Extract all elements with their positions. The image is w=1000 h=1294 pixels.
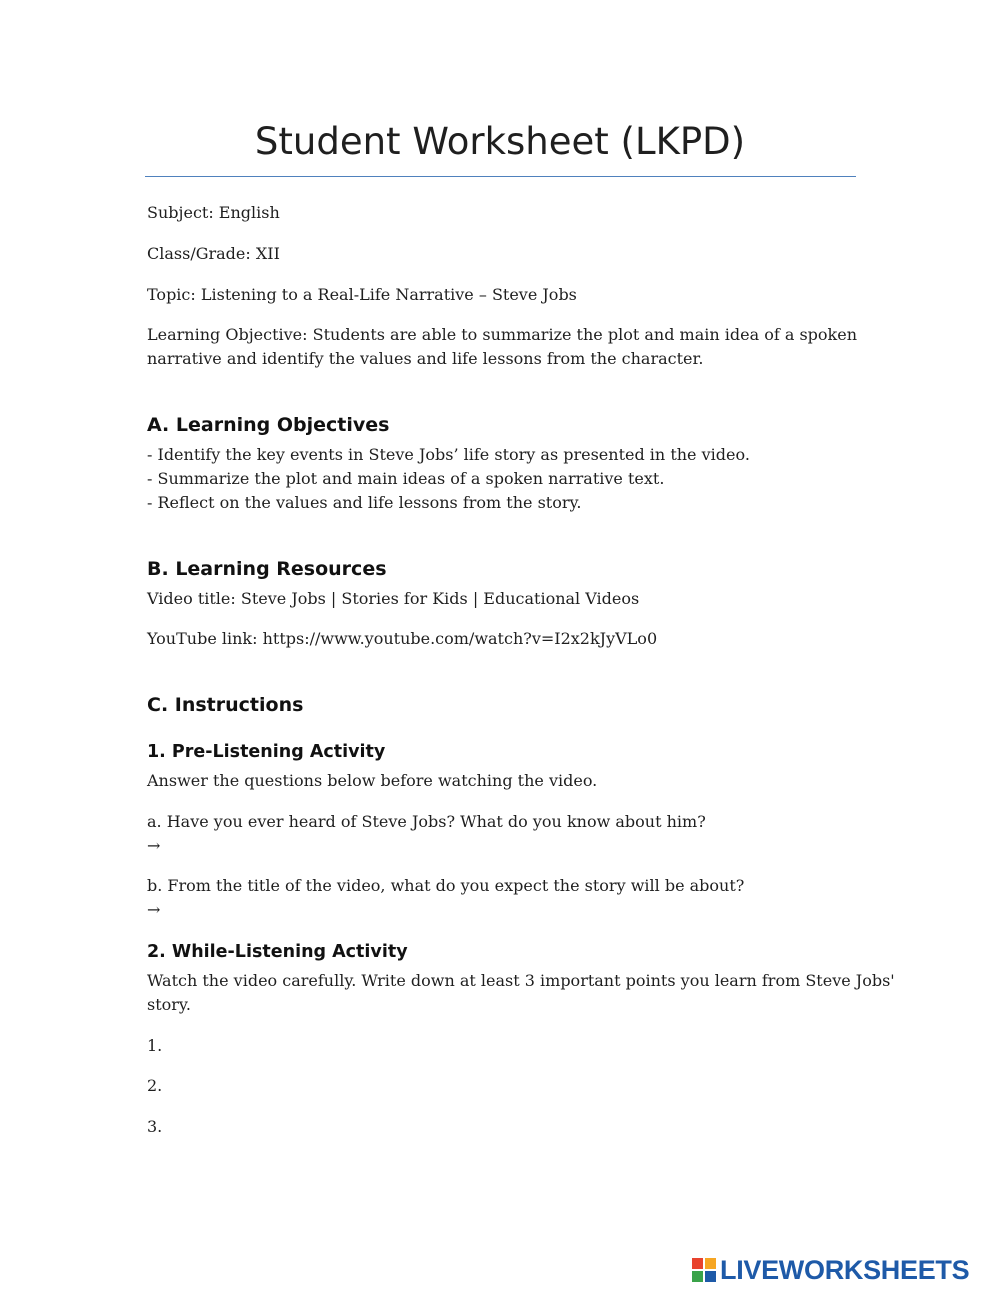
list-item: - Identify the key events in Steve Jobs’ life story as presented in the video. (147, 445, 750, 464)
subject-line: Subject: English (147, 203, 280, 222)
section-b-heading: B. Learning Resources (147, 558, 387, 580)
answer-a-arrow[interactable]: → (147, 836, 161, 855)
list-item: - Summarize the plot and main ideas of a spoken narrative text. (147, 469, 665, 488)
objective-line-1: Learning Objective: Students are able to summarize the plot and main idea of a spoken (147, 325, 858, 344)
point-3[interactable]: 3. (147, 1117, 163, 1136)
pre-listening-heading: 1. Pre-Listening Activity (147, 742, 386, 762)
while-listening-intro-1: Watch the video carefully. Write down at least 3 important points you learn from Steve Jobs' (147, 971, 895, 990)
youtube-link-line: YouTube link: https://www.youtube.com/watch?v=I2x2kJyVLo0 (147, 629, 658, 648)
list-item: - Reflect on the values and life lessons from the story. (147, 493, 582, 512)
grade-line: Class/Grade: XII (147, 244, 280, 263)
liveworksheets-logo-icon (692, 1258, 716, 1282)
question-b: b. From the title of the video, what do you expect the story will be about? (147, 876, 745, 895)
section-a-list (147, 443, 750, 515)
title-divider (145, 176, 856, 177)
answer-b-arrow[interactable]: → (147, 900, 161, 919)
video-title-line: Video title: Steve Jobs | Stories for Kids | Educational Videos (147, 589, 640, 608)
logo-text: LIVEWORKSHEETS (720, 1254, 970, 1285)
topic-line: Topic: Listening to a Real-Life Narrative – Steve Jobs (147, 285, 577, 304)
section-a-heading: A. Learning Objectives (147, 414, 390, 436)
liveworksheets-logo (692, 1256, 969, 1284)
objective-line-2: narrative and identify the values and life lessons from the character. (147, 349, 704, 368)
while-listening-heading: 2. While-Listening Activity (147, 942, 408, 962)
pre-listening-intro: Answer the questions below before watching the video. (147, 771, 598, 790)
point-1[interactable]: 1. (147, 1036, 163, 1055)
while-listening-intro-2: story. (147, 995, 191, 1014)
question-a: a. Have you ever heard of Steve Jobs? What do you know about him? (147, 812, 706, 831)
point-2[interactable]: 2. (147, 1076, 163, 1095)
page-title: Student Worksheet (LKPD) (254, 120, 746, 163)
section-c-heading: C. Instructions (147, 694, 304, 716)
